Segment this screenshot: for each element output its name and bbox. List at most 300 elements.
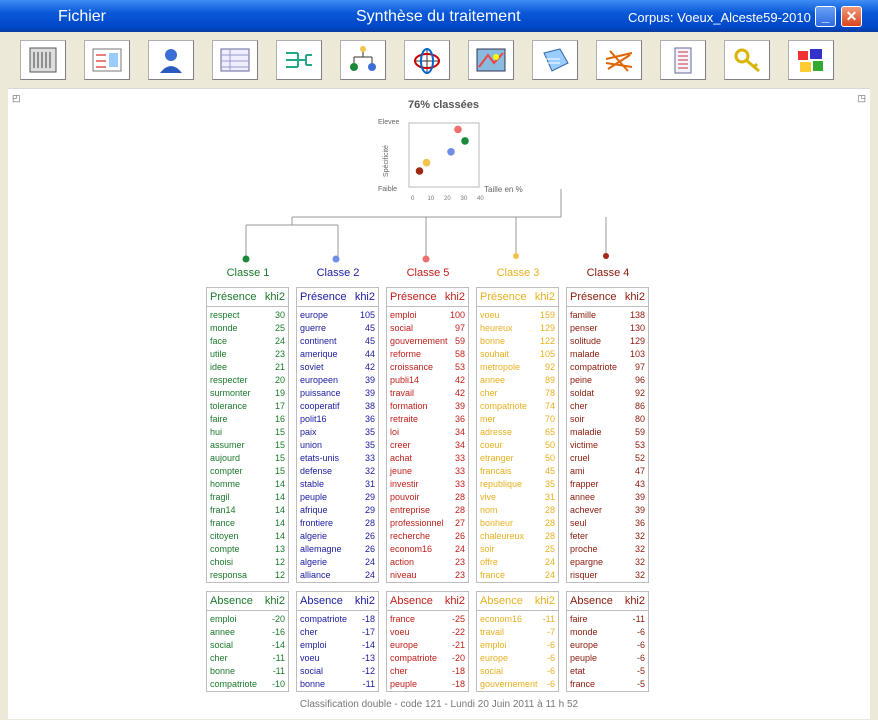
khi2-value: 29 bbox=[364, 492, 375, 502]
khi2-value: 35 bbox=[544, 479, 555, 489]
word: mer bbox=[480, 414, 496, 424]
class-label[interactable]: Classe 3 bbox=[496, 267, 540, 279]
map-button[interactable] bbox=[468, 40, 514, 80]
class-label[interactable]: Classe 1 bbox=[226, 267, 270, 279]
x-tick-label: 0 bbox=[411, 196, 415, 202]
word: emploi bbox=[480, 640, 507, 650]
word: france bbox=[210, 518, 236, 528]
table-row[interactable] bbox=[210, 452, 285, 465]
table-row[interactable] bbox=[480, 652, 555, 665]
table-row[interactable] bbox=[300, 309, 375, 322]
table-row[interactable] bbox=[390, 322, 465, 335]
khi2-value: 30 bbox=[274, 310, 285, 320]
table-row[interactable] bbox=[570, 452, 645, 465]
table-row[interactable] bbox=[300, 348, 375, 361]
word: defense bbox=[300, 466, 333, 476]
table-header bbox=[567, 592, 648, 611]
khi2-value: 39 bbox=[454, 401, 465, 411]
table-row[interactable] bbox=[570, 348, 645, 361]
khi2-value: -6 bbox=[636, 627, 645, 637]
khi2-value: 28 bbox=[364, 518, 375, 528]
khi2-value: -16 bbox=[271, 627, 285, 637]
book-icon bbox=[538, 45, 572, 75]
word: cher bbox=[390, 666, 408, 676]
khi2-value: 20 bbox=[274, 375, 285, 385]
word: annee bbox=[210, 627, 236, 637]
word: annee bbox=[480, 375, 506, 385]
khi2-value: 33 bbox=[454, 479, 465, 489]
table-row[interactable] bbox=[390, 639, 465, 652]
table-row[interactable] bbox=[300, 400, 375, 413]
table-row[interactable] bbox=[480, 504, 555, 517]
table-row[interactable] bbox=[570, 413, 645, 426]
word: voeu bbox=[390, 627, 410, 637]
khi2-value: 36 bbox=[454, 414, 465, 424]
word: creer bbox=[390, 440, 411, 450]
khi2-value: 17 bbox=[274, 401, 285, 411]
table-row[interactable] bbox=[210, 322, 285, 335]
table-row[interactable] bbox=[390, 613, 465, 626]
table-row[interactable] bbox=[300, 639, 375, 652]
word: amerique bbox=[300, 349, 338, 359]
table-row[interactable] bbox=[570, 491, 645, 504]
corpus-label: Corpus: Voeux_Alceste59-2010 bbox=[628, 10, 811, 25]
presence-table bbox=[566, 287, 649, 583]
table-row[interactable] bbox=[300, 652, 375, 665]
word: cruel bbox=[570, 453, 590, 463]
table-row[interactable] bbox=[390, 387, 465, 400]
khi2-value: -5 bbox=[636, 666, 645, 676]
table-row[interactable] bbox=[390, 665, 465, 678]
khi2-value: 74 bbox=[544, 401, 555, 411]
table-header bbox=[207, 288, 288, 307]
table-row[interactable] bbox=[570, 387, 645, 400]
dendrogram-table-button[interactable] bbox=[84, 40, 130, 80]
word: risquer bbox=[570, 570, 598, 580]
table-row[interactable] bbox=[480, 639, 555, 652]
table-row[interactable] bbox=[300, 504, 375, 517]
table-row[interactable] bbox=[570, 361, 645, 374]
khi2-value: 25 bbox=[544, 544, 555, 554]
table-row[interactable] bbox=[210, 426, 285, 439]
minimize-button[interactable]: _ bbox=[815, 6, 836, 27]
table-row[interactable] bbox=[570, 374, 645, 387]
word: cooperatif bbox=[300, 401, 340, 411]
table-row[interactable] bbox=[300, 543, 375, 556]
table-row[interactable] bbox=[300, 452, 375, 465]
status-footer: Classification double - code 121 - Lundi 20 Juin 2011 à 11 h 52 bbox=[299, 699, 579, 710]
word: gouvernement bbox=[390, 336, 448, 346]
word: achever bbox=[570, 505, 603, 515]
table-row[interactable] bbox=[210, 335, 285, 348]
word: chaleureux bbox=[480, 531, 525, 541]
table-row[interactable] bbox=[300, 361, 375, 374]
table-row[interactable] bbox=[210, 491, 285, 504]
khi2-value: 45 bbox=[544, 466, 555, 476]
table-row[interactable] bbox=[390, 413, 465, 426]
word: france bbox=[480, 570, 506, 580]
table-row[interactable] bbox=[300, 613, 375, 626]
table-row[interactable] bbox=[300, 387, 375, 400]
table-row[interactable] bbox=[390, 678, 465, 691]
table-row[interactable] bbox=[390, 504, 465, 517]
table-row[interactable] bbox=[390, 400, 465, 413]
table-row[interactable] bbox=[570, 465, 645, 478]
header-label: Absence bbox=[480, 595, 523, 607]
table-row[interactable] bbox=[570, 517, 645, 530]
table-row[interactable] bbox=[570, 335, 645, 348]
khi2-value: -6 bbox=[546, 679, 555, 689]
table-row[interactable] bbox=[300, 335, 375, 348]
table-row[interactable] bbox=[300, 569, 375, 582]
table-row[interactable] bbox=[390, 426, 465, 439]
table-row[interactable] bbox=[300, 374, 375, 387]
table-row[interactable] bbox=[570, 678, 645, 691]
table-row[interactable] bbox=[570, 426, 645, 439]
class-label[interactable]: Classe 5 bbox=[406, 267, 450, 279]
table-row[interactable] bbox=[300, 465, 375, 478]
dendrogram-table-icon bbox=[90, 45, 124, 75]
table-row[interactable] bbox=[210, 569, 285, 582]
close-button[interactable]: ✕ bbox=[841, 6, 862, 27]
word: famille bbox=[570, 310, 597, 320]
factor-analysis-button[interactable] bbox=[404, 40, 450, 80]
table-row[interactable] bbox=[570, 530, 645, 543]
spreadsheet-button[interactable] bbox=[212, 40, 258, 80]
table-row[interactable] bbox=[210, 543, 285, 556]
word: jeune bbox=[390, 466, 413, 476]
table-row[interactable] bbox=[210, 652, 285, 665]
word: malade bbox=[570, 349, 600, 359]
table-row[interactable] bbox=[480, 439, 555, 452]
table-row[interactable] bbox=[210, 478, 285, 491]
table-row[interactable] bbox=[300, 439, 375, 452]
table-row[interactable] bbox=[570, 569, 645, 582]
word: soviet bbox=[300, 362, 324, 372]
table-row[interactable] bbox=[480, 426, 555, 439]
khi2-value: 96 bbox=[634, 375, 645, 385]
table-row[interactable] bbox=[390, 335, 465, 348]
word: soir bbox=[570, 414, 585, 424]
khi2-value: -11 bbox=[272, 653, 285, 663]
word: responsa bbox=[210, 570, 248, 580]
word: monde bbox=[210, 323, 238, 333]
header-khi2: khi2 bbox=[264, 291, 285, 303]
table-row[interactable] bbox=[480, 530, 555, 543]
header-khi2: khi2 bbox=[444, 595, 465, 607]
word: respecter bbox=[210, 375, 248, 385]
table-row[interactable] bbox=[570, 652, 645, 665]
table-row[interactable] bbox=[300, 678, 375, 691]
word: compte bbox=[210, 544, 240, 554]
table-row[interactable] bbox=[480, 465, 555, 478]
word: bonne bbox=[480, 336, 506, 346]
class-tree-button[interactable] bbox=[340, 40, 386, 80]
khi2-value: 12 bbox=[274, 570, 285, 580]
table-row[interactable] bbox=[210, 413, 285, 426]
table-row[interactable] bbox=[480, 569, 555, 582]
khi2-value: 70 bbox=[544, 414, 555, 424]
table-row[interactable] bbox=[210, 678, 285, 691]
word: citoyen bbox=[210, 531, 239, 541]
word: bonheur bbox=[480, 518, 514, 528]
table-row[interactable] bbox=[300, 517, 375, 530]
table-row[interactable] bbox=[390, 439, 465, 452]
absence-table bbox=[566, 591, 649, 692]
word: investir bbox=[390, 479, 419, 489]
khi2-value: 26 bbox=[454, 531, 465, 541]
word: nom bbox=[480, 505, 498, 515]
class-label[interactable]: Classe 4 bbox=[586, 267, 630, 279]
table-row[interactable] bbox=[570, 309, 645, 322]
word: cher bbox=[570, 401, 588, 411]
table-row[interactable] bbox=[570, 665, 645, 678]
book-button[interactable] bbox=[532, 40, 578, 80]
khi2-value: 42 bbox=[454, 388, 465, 398]
column-list-button[interactable] bbox=[660, 40, 706, 80]
table-row[interactable] bbox=[390, 374, 465, 387]
khi2-value: 59 bbox=[634, 427, 645, 437]
keys-button[interactable] bbox=[724, 40, 770, 80]
table-row[interactable] bbox=[390, 452, 465, 465]
word: peuple bbox=[570, 653, 598, 663]
table-row[interactable] bbox=[390, 361, 465, 374]
khi2-value: -18 bbox=[361, 614, 375, 624]
table-row[interactable] bbox=[570, 322, 645, 335]
word: europe bbox=[480, 653, 509, 663]
word: social bbox=[480, 666, 504, 676]
table-row[interactable] bbox=[480, 452, 555, 465]
table-header bbox=[297, 288, 378, 307]
khi2-value: 138 bbox=[629, 310, 645, 320]
user-button[interactable] bbox=[148, 40, 194, 80]
word: europe bbox=[300, 310, 329, 320]
table-row[interactable] bbox=[300, 322, 375, 335]
word: social bbox=[210, 640, 234, 650]
table-header bbox=[477, 288, 558, 307]
table-row[interactable] bbox=[390, 348, 465, 361]
table-row[interactable] bbox=[390, 465, 465, 478]
table-row[interactable] bbox=[480, 613, 555, 626]
table-row[interactable] bbox=[210, 361, 285, 374]
table-row[interactable] bbox=[390, 309, 465, 322]
table-row[interactable] bbox=[210, 504, 285, 517]
word: formation bbox=[390, 401, 428, 411]
table-row[interactable] bbox=[390, 543, 465, 556]
table-row[interactable] bbox=[570, 478, 645, 491]
word: emploi bbox=[300, 640, 327, 650]
table-row[interactable] bbox=[210, 348, 285, 361]
table-row[interactable] bbox=[390, 626, 465, 639]
synthesis-panel bbox=[8, 88, 870, 719]
khi2-value: 80 bbox=[634, 414, 645, 424]
khi2-value: -20 bbox=[451, 653, 465, 663]
table-row[interactable] bbox=[210, 665, 285, 678]
table-row[interactable] bbox=[480, 335, 555, 348]
khi2-value: 44 bbox=[364, 349, 375, 359]
khi2-value: 16 bbox=[274, 414, 285, 424]
table-row[interactable] bbox=[480, 361, 555, 374]
table-row[interactable] bbox=[570, 400, 645, 413]
class-label[interactable]: Classe 2 bbox=[316, 267, 360, 279]
word: algerie bbox=[300, 531, 328, 541]
table-row[interactable] bbox=[300, 530, 375, 543]
khi2-value: 36 bbox=[364, 414, 375, 424]
khi2-value: 28 bbox=[454, 505, 465, 515]
khi2-value: -17 bbox=[361, 627, 375, 637]
word: assumer bbox=[210, 440, 245, 450]
x-tick-label: 30 bbox=[460, 196, 468, 202]
khi2-value: 38 bbox=[364, 401, 375, 411]
table-row[interactable] bbox=[390, 652, 465, 665]
khi2-value: -6 bbox=[546, 666, 555, 676]
khi2-value: 27 bbox=[454, 518, 465, 528]
khi2-value: 50 bbox=[544, 453, 555, 463]
table-row[interactable] bbox=[480, 543, 555, 556]
word: surmonter bbox=[210, 388, 251, 398]
table-row[interactable] bbox=[210, 387, 285, 400]
table-row[interactable] bbox=[480, 322, 555, 335]
khi2-value: 97 bbox=[454, 323, 465, 333]
table-row[interactable] bbox=[480, 400, 555, 413]
khi2-value: -6 bbox=[636, 653, 645, 663]
table-row[interactable] bbox=[390, 517, 465, 530]
khi2-value: -18 bbox=[451, 679, 465, 689]
table-row[interactable] bbox=[480, 556, 555, 569]
resize-corner-icon[interactable]: ◰ bbox=[12, 93, 21, 103]
presence-table bbox=[206, 287, 289, 583]
table-row[interactable] bbox=[480, 374, 555, 387]
table-row[interactable] bbox=[210, 613, 285, 626]
table-row[interactable] bbox=[390, 556, 465, 569]
word: maladie bbox=[570, 427, 602, 437]
table-row[interactable] bbox=[210, 309, 285, 322]
word: coeur bbox=[480, 440, 503, 450]
table-row[interactable] bbox=[480, 413, 555, 426]
word: solitude bbox=[570, 336, 602, 346]
word: loi bbox=[390, 427, 400, 437]
map-icon bbox=[474, 45, 508, 75]
khi2-value: -11 bbox=[542, 614, 555, 624]
table-row[interactable] bbox=[480, 626, 555, 639]
khi2-value: 103 bbox=[629, 349, 645, 359]
word: compatriote bbox=[300, 614, 348, 624]
table-row[interactable] bbox=[480, 678, 555, 691]
khi2-value: 19 bbox=[274, 388, 285, 398]
table-row[interactable] bbox=[210, 556, 285, 569]
table-row[interactable] bbox=[570, 543, 645, 556]
table-row[interactable] bbox=[300, 478, 375, 491]
table-row[interactable] bbox=[390, 491, 465, 504]
table-row[interactable] bbox=[390, 478, 465, 491]
table-row[interactable] bbox=[480, 348, 555, 361]
khi2-value: 92 bbox=[634, 388, 645, 398]
table-row[interactable] bbox=[210, 439, 285, 452]
table-row[interactable] bbox=[300, 556, 375, 569]
word: union bbox=[300, 440, 323, 450]
word: france bbox=[390, 614, 416, 624]
khi2-value: 23 bbox=[274, 349, 285, 359]
table-row[interactable] bbox=[570, 439, 645, 452]
word: professionnel bbox=[390, 518, 444, 528]
khi2-value: 33 bbox=[454, 453, 465, 463]
menu-fichier[interactable]: Fichier bbox=[58, 8, 107, 25]
color-boxes-button[interactable] bbox=[788, 40, 834, 80]
column-list-icon bbox=[666, 45, 700, 75]
word: epargne bbox=[570, 557, 604, 567]
word: alliance bbox=[300, 570, 331, 580]
table-row[interactable] bbox=[300, 413, 375, 426]
report-button[interactable] bbox=[20, 40, 66, 80]
table-row[interactable] bbox=[210, 465, 285, 478]
table-row[interactable] bbox=[480, 491, 555, 504]
table-row[interactable] bbox=[570, 626, 645, 639]
header-label: Présence bbox=[300, 291, 347, 303]
word: gouvernement bbox=[480, 679, 538, 689]
khi2-value: 129 bbox=[539, 323, 555, 333]
khi2-value: 42 bbox=[364, 362, 375, 372]
network-button[interactable] bbox=[596, 40, 642, 80]
title-bar bbox=[0, 0, 878, 32]
table-row[interactable] bbox=[300, 426, 375, 439]
word: utile bbox=[210, 349, 227, 359]
table-row[interactable] bbox=[210, 374, 285, 387]
word: action bbox=[390, 557, 415, 567]
table-row[interactable] bbox=[390, 530, 465, 543]
header-label: Absence bbox=[300, 595, 343, 607]
table-row[interactable] bbox=[480, 478, 555, 491]
table-row[interactable] bbox=[300, 665, 375, 678]
table-row[interactable] bbox=[210, 639, 285, 652]
khi2-value: 34 bbox=[454, 427, 465, 437]
word: homme bbox=[210, 479, 241, 489]
table-row[interactable] bbox=[300, 491, 375, 504]
khi2-value: 50 bbox=[544, 440, 555, 450]
table-row[interactable] bbox=[570, 639, 645, 652]
word: tolerance bbox=[210, 401, 248, 411]
word: social bbox=[300, 666, 324, 676]
khi2-value: 45 bbox=[364, 336, 375, 346]
table-row[interactable] bbox=[210, 626, 285, 639]
khi2-value: 14 bbox=[274, 518, 285, 528]
tree-diagram-button[interactable] bbox=[276, 40, 322, 80]
word: faire bbox=[210, 414, 228, 424]
table-row[interactable] bbox=[390, 569, 465, 582]
khi2-value: -6 bbox=[546, 653, 555, 663]
table-row[interactable] bbox=[480, 517, 555, 530]
khi2-value: -11 bbox=[632, 614, 645, 624]
table-row[interactable] bbox=[210, 530, 285, 543]
table-row[interactable] bbox=[210, 517, 285, 530]
word: metropole bbox=[480, 362, 521, 372]
table-row[interactable] bbox=[570, 504, 645, 517]
table-row[interactable] bbox=[570, 613, 645, 626]
word: europe bbox=[570, 640, 599, 650]
word: paix bbox=[300, 427, 317, 437]
table-row[interactable] bbox=[480, 665, 555, 678]
table-row[interactable] bbox=[480, 309, 555, 322]
table-row[interactable] bbox=[300, 626, 375, 639]
table-row[interactable] bbox=[570, 556, 645, 569]
word: continent bbox=[300, 336, 337, 346]
table-row[interactable] bbox=[210, 400, 285, 413]
table-row[interactable] bbox=[480, 387, 555, 400]
khi2-value: -25 bbox=[451, 614, 465, 624]
word: soldat bbox=[570, 388, 595, 398]
resize-corner-icon[interactable]: ◳ bbox=[857, 93, 866, 103]
word: aujourd bbox=[210, 453, 241, 463]
classified-percentage: 76% classées bbox=[408, 99, 479, 111]
